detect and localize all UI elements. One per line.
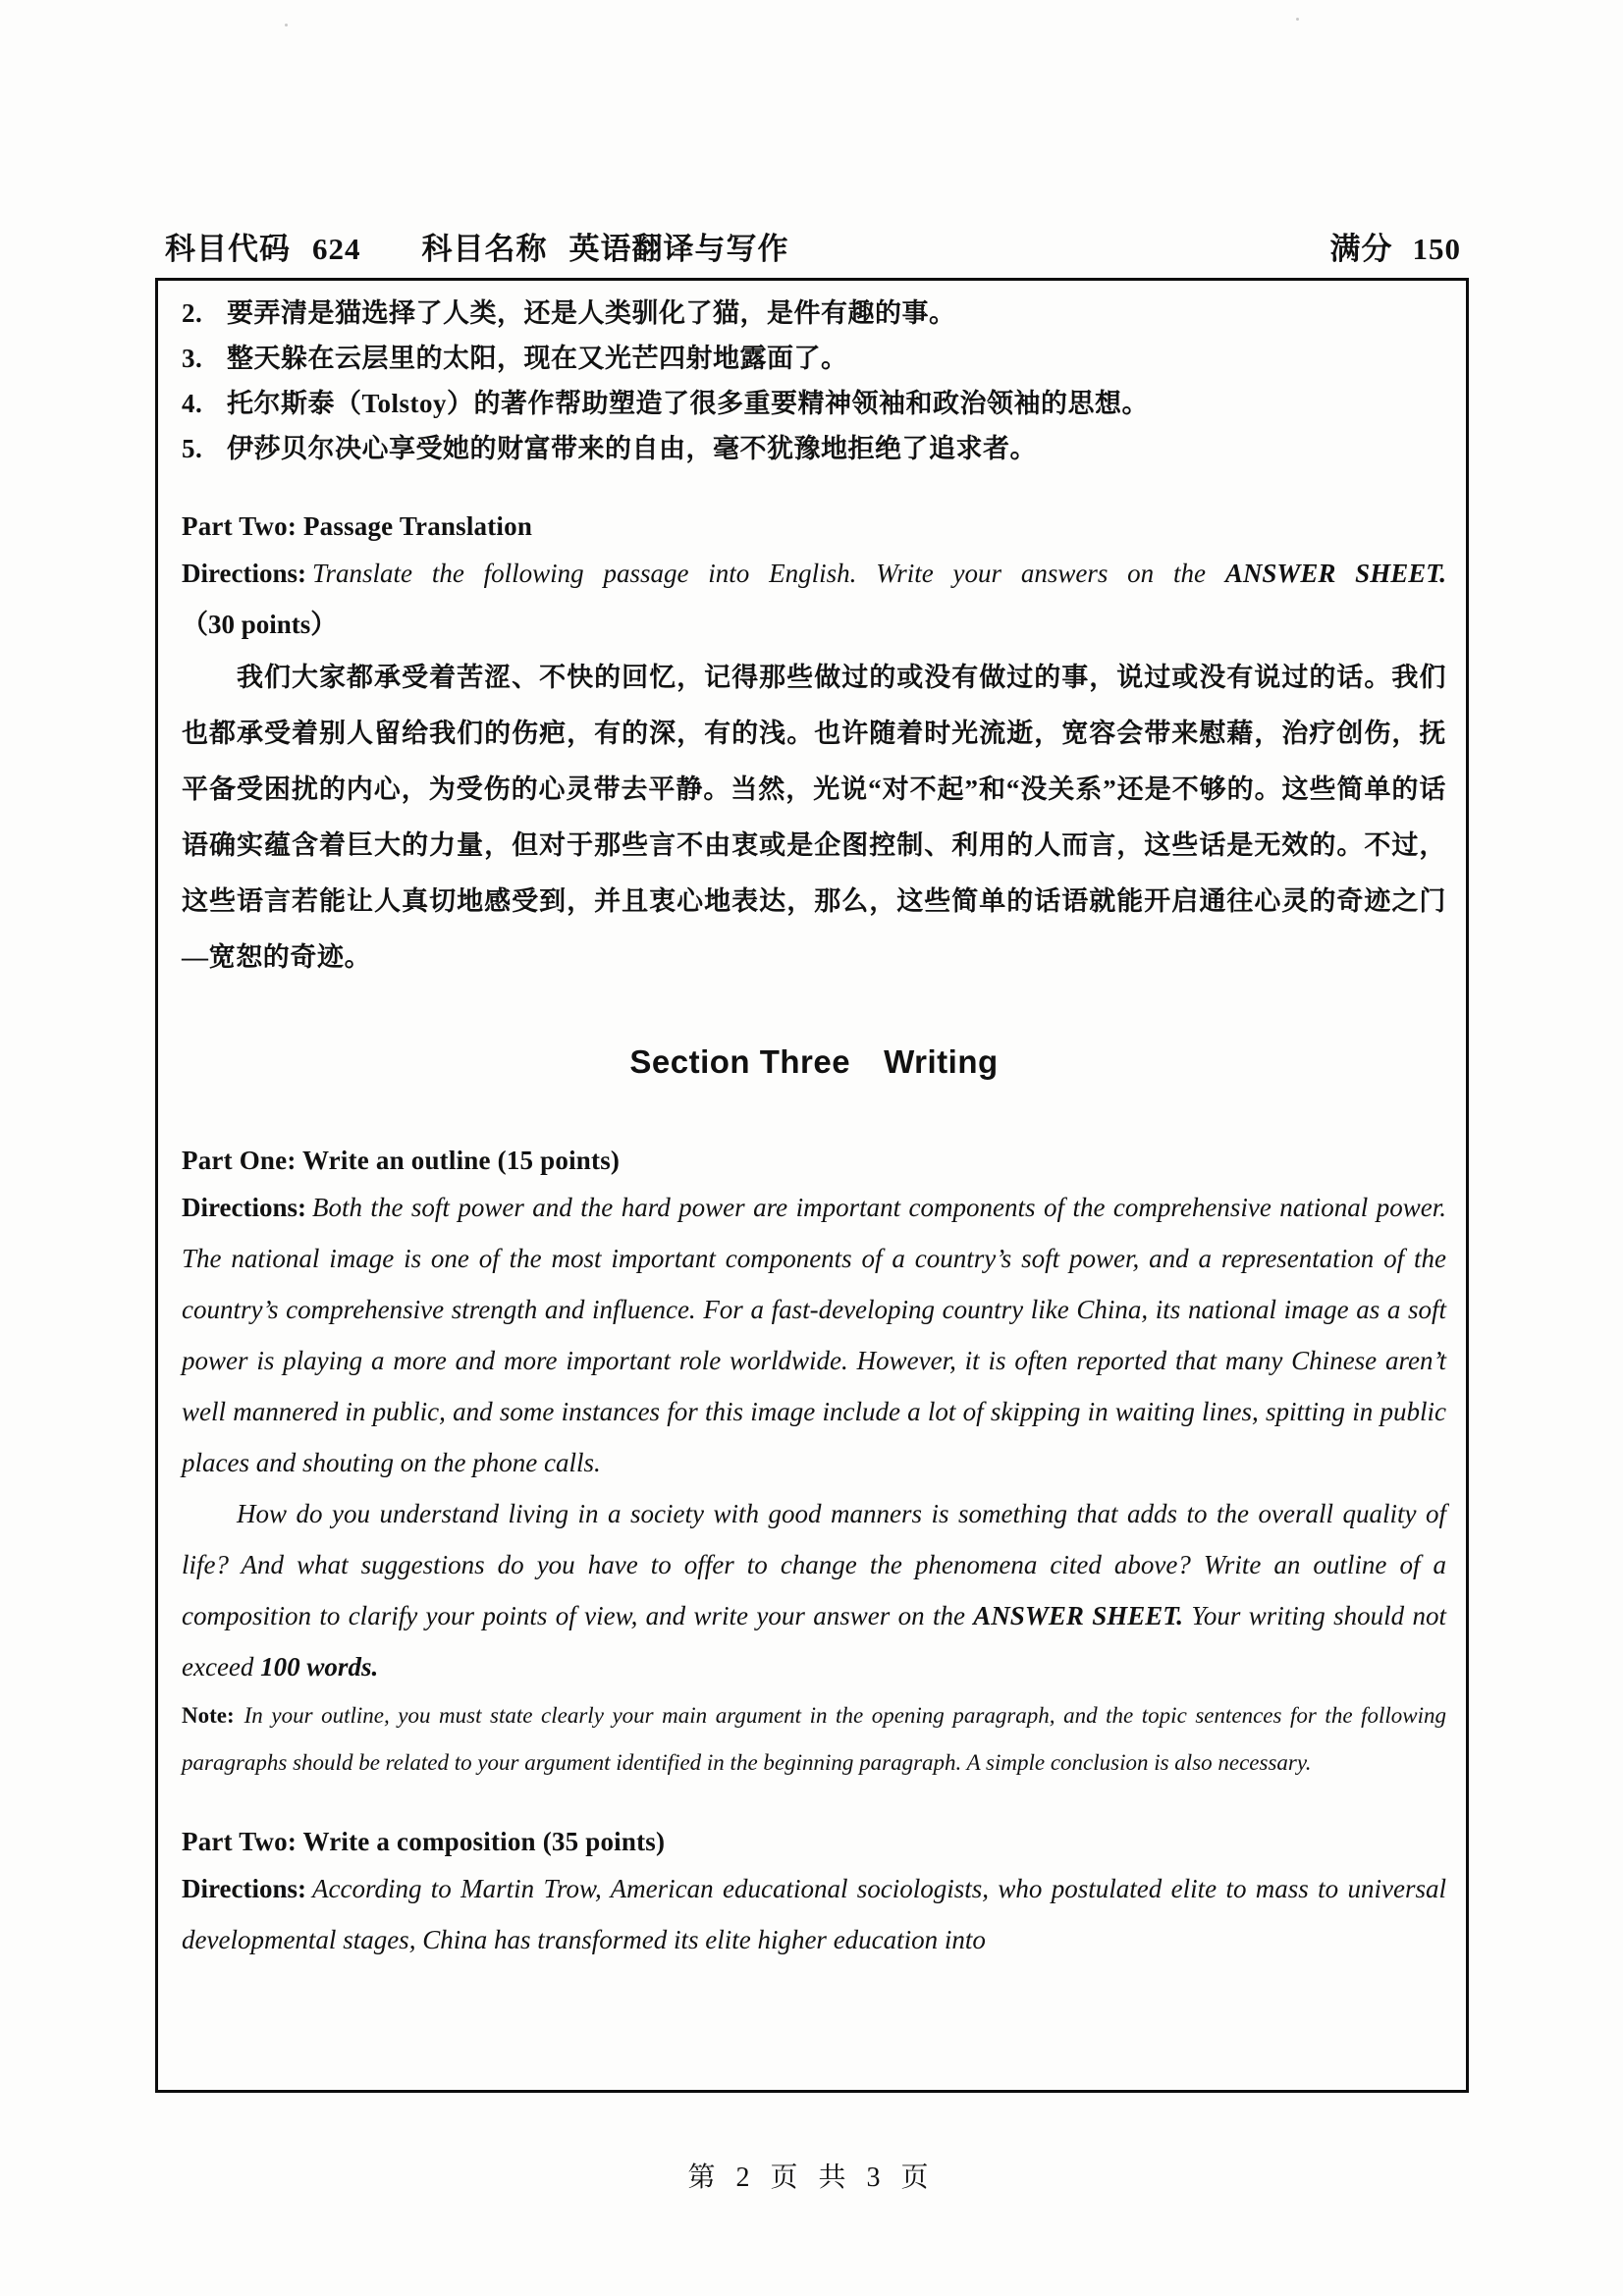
spacer [182,471,1446,505]
chinese-source-passage: 我们大家都承受着苦涩、不快的回忆，记得那些做过的或没有做过的事，说过或没有说过的话。我们也都承受着别人留给我们的伤疤，有的深，有的浅。也许随着时光流逝，宽容会带来慰藉，治疗创伤，抚平备受困扰的内心，为受伤的心灵带去平静。当然，光说“对不起”和“没关系”还是不够的。这些简单的话语确实蕴含着巨大的力量，但对于那些言不由衷或是企图控制、利用的人而言，这些话是无效的。不过，这些语言若能让人真切地感受到，并且衷心地表达，那么，这些简单的话语就能开启通往心灵的奇迹之门—宽恕的奇迹。 [182,663,1446,972]
directions-text-cont: Your writing should not exceed [182,1601,1446,1682]
list-item-text: 托尔斯泰（Tolstoy）的著作帮助塑造了很多重要精神领袖和政治领袖的思想。 [227,389,1150,418]
list-item-text: 整天躲在云层里的太阳，现在又光芒四射地露面了。 [227,344,848,373]
word-limit-emphasis: 100 words. [260,1652,379,1682]
exam-header [165,224,1461,268]
exam-content-box [155,278,1469,2093]
directions-text: According to Martin Trow, American educational sociologists, who postulated elite to mass to universal developmental stages, China has transformed its elite higher education into [182,1874,1446,1954]
subject-code-value: 624 [312,232,361,266]
writing-part-one-directions [182,1182,1446,1488]
subject-name-label: 科目名称 [421,232,548,266]
directions-text: Both the soft power and the hard power are important components of the comprehensive national power. The national image is one of the most important components of a country’s soft power, and a representation of the country’s comprehensive strength and influence. For a fast-developing country like China, its national image as a soft power is playing a more and more important role worldwide. However, it is often reported that many Chinese aren’t well mannered in public, and some instances for this image include a lot of skipping in waiting lines, spitting in public places and shouting on the phone calls. [182,1193,1446,1477]
section-three-label: Section Three [629,1043,851,1080]
full-score-label: 满分 [1329,232,1393,266]
list-item-number: 2. [182,298,203,328]
list-item [182,336,1446,381]
note-label: Note: [182,1703,235,1728]
scan-artifact [1296,18,1299,21]
list-item-number: 5. [182,434,203,463]
directions-emphasis: ANSWER SHEET. [1224,559,1446,588]
list-item-text: 要弄清是猫选择了人类，还是人类驯化了猫，是件有趣的事。 [227,298,956,328]
subject-name-value: 英语翻译与写作 [568,232,789,266]
directions-points: （30 points） [182,610,338,639]
list-item-number: 3. [182,344,203,373]
spacer [182,1086,1446,1139]
sentence-translation-list [182,291,1446,471]
passage-translation-directions [182,548,1446,650]
writing-part-one-note [182,1692,1446,1787]
list-item-text: 伊莎贝尔决心享受她的财富带来的自由，毫不犹豫地拒绝了追求者。 [227,434,1037,463]
section-three-subject: Writing [884,1043,999,1080]
directions-text: How do you understand living in a society with good manners is something that adds to the overall quality of life? And what suggestions do you have to offer to change the phenomena cited above? Write an outline of a composition to clarify your points of view, and write your answer on the [182,1499,1446,1630]
scan-artifact [285,24,288,27]
passage-translation-heading: Part Two: Passage Translation [182,511,533,541]
answer-sheet-emphasis: ANSWER SHEET. [973,1601,1183,1630]
list-item [182,426,1446,471]
writing-part-two-heading: Part Two: Write a composition (35 points) [182,1827,666,1856]
directions-label: Directions: [182,1874,306,1903]
directions-label: Directions: [182,559,306,588]
list-item [182,381,1446,426]
full-score-value: 150 [1412,232,1461,266]
page-footer: 第 2 页 共 3 页 [687,2163,936,2193]
subject-code-label: 科目代码 [165,232,291,266]
writing-part-one-directions-second [182,1488,1446,1692]
spacer [182,1787,1446,1820]
section-three-title [182,1039,1446,1086]
spacer [182,986,1446,1039]
note-text: In your outline, you must state clearly your main argument in the opening paragraph, and the topic sentences for the following paragraphs should be related to your argument identified in the beginning paragraph. A simple conclusion is also necessary. [182,1703,1446,1775]
writing-part-one-heading: Part One: Write an outline (15 points) [182,1146,621,1175]
list-item-number: 4. [182,389,203,418]
directions-text: Translate the following passage into English. Write your answers on the [311,559,1225,588]
list-item [182,291,1446,336]
writing-part-two-directions [182,1863,1446,1965]
directions-label: Directions: [182,1193,306,1222]
